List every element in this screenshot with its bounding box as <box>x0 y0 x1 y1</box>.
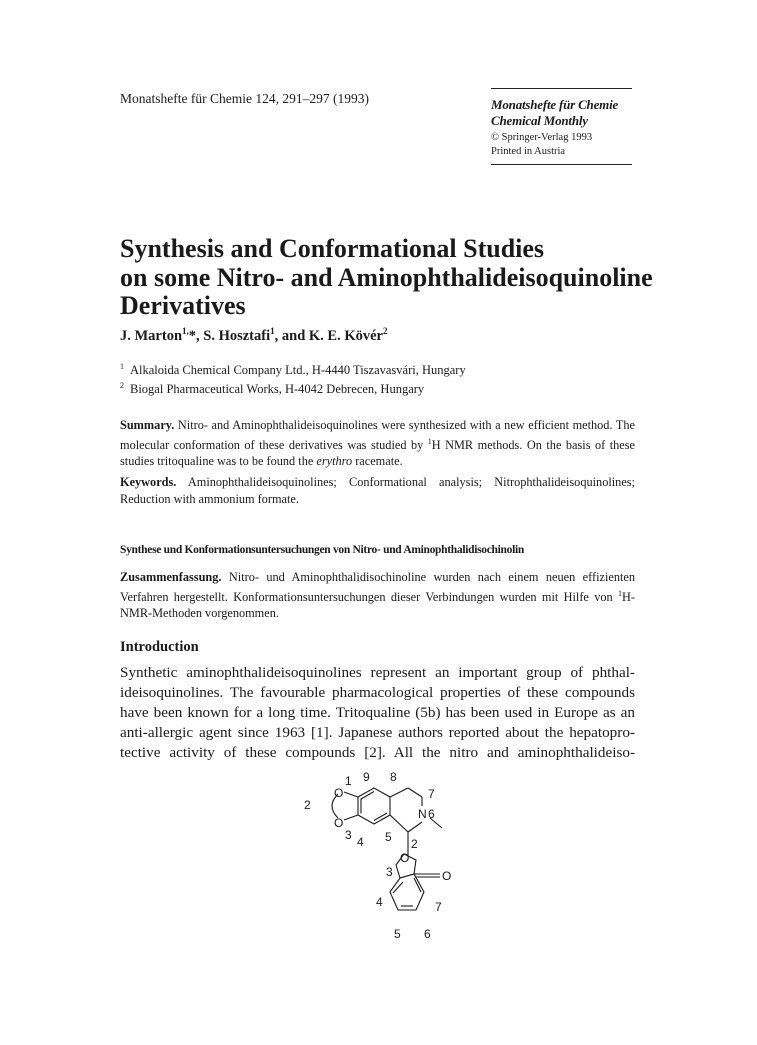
summary-text: racemate. <box>352 454 403 469</box>
keywords-paragraph <box>120 474 635 507</box>
summary-text: Nitro- and Aminophthalideisoquinolines were synthesized with a new efficient method. The molecular conformation of these derivatives was studied by <box>120 418 636 452</box>
journal-masthead <box>491 88 632 165</box>
zusammenfassung-text: Nitro- und Aminophthalidisochinoline wurden nach einem neuen effizienten Verfahren hergestellt. Konformationsuntersuchungen dieser Verbindungen wurden mit Hilfe von <box>120 570 635 604</box>
author-3: K. E. Kövér <box>308 327 383 344</box>
atom-number: 3 <box>386 865 393 879</box>
corresponding-marker: * <box>188 327 197 344</box>
intro-line: Synthetic aminophthalideisoquinolines represent an important group of phthal- <box>120 664 635 681</box>
atom-number: 7 <box>428 787 435 801</box>
affiliation-text: Alkaloida Chemical Company Ltd., H-4440 Tiszavasvári, Hungary <box>130 363 466 378</box>
oxygen-atom: O <box>334 816 344 830</box>
atom-number: 8 <box>390 770 397 784</box>
author-3-affil: 2 <box>383 326 388 336</box>
keywords-label: Keywords. <box>120 475 177 489</box>
atom-number: 9 <box>363 770 370 784</box>
author-separator: , <box>196 327 204 344</box>
article-title <box>120 235 720 321</box>
introduction-body <box>120 663 635 763</box>
copyright-line: © Springer-Verlag 1993 <box>491 132 593 143</box>
chemical-structure-diagram <box>290 770 470 950</box>
author-2-affil: 1 <box>270 326 275 336</box>
author-list <box>120 326 388 345</box>
intro-line: ideisoquinolines. The favourable pharmacological properties of these compounds <box>120 684 635 701</box>
atom-number: 4 <box>376 895 383 909</box>
affiliations <box>120 359 466 397</box>
atom-number: 6 <box>428 807 435 821</box>
intro-line: tective activity of these compounds [2]. All the nitro and aminophthalideiso- <box>120 744 635 761</box>
atom-number: 1 <box>345 774 352 788</box>
atom-number: 2 <box>411 837 418 851</box>
title-line-2: on some Nitro- and Aminophthalideisoquinoline <box>120 262 653 292</box>
summary-text: H NMR methods. On the basis of these studies tritoqualine was to be found the <box>120 437 635 469</box>
title-line-3: Derivatives <box>120 291 246 320</box>
author-separator: , and <box>274 327 309 344</box>
affiliation-2 <box>120 378 466 397</box>
atom-number: 5 <box>394 927 401 941</box>
printed-line: Printed in Austria <box>491 146 566 157</box>
zusammenfassung-paragraph <box>120 569 635 622</box>
author-1-affil: 1, <box>182 326 189 336</box>
journal-citation: Monatshefte für Chemie 124, 291–297 (1993) <box>120 91 369 106</box>
journal-name-english: Chemical Monthly <box>491 113 588 128</box>
keywords-text: Aminophthalideisoquinolines; Conformational analysis; Nitrophthalideisoquinolines; Reduction with ammonium formate. <box>120 475 635 506</box>
affiliation-number: 2 <box>120 381 124 391</box>
oxygen-atom: O <box>442 869 452 883</box>
journal-name-german: Monatshefte für Chemie <box>491 97 619 112</box>
atom-number: 4 <box>357 835 364 849</box>
intro-line: anti-allergic agent since 1963 [1]. Japanese authors reported about the hepatopro- <box>120 724 635 741</box>
summary-italic: erythro <box>316 454 353 469</box>
affiliation-number: 1 <box>120 362 124 371</box>
zusammenfassung-label: Zusammenfassung. <box>120 570 222 584</box>
title-line-1: Synthesis and Conformational Studies <box>120 234 545 263</box>
summary-label: Summary. <box>120 418 175 432</box>
atom-number: 3 <box>345 828 352 842</box>
oxygen-atom: O <box>334 786 344 800</box>
atom-number: 6 <box>424 927 431 941</box>
zusammenfassung-superscript: 1 <box>618 588 623 598</box>
german-title: Synthese und Konformationsuntersuchungen von Nitro- und Aminophthalidisochinolin <box>120 544 524 556</box>
author-1: J. Marton <box>120 327 183 344</box>
oxygen-atom: O <box>400 851 410 865</box>
structure-labels <box>304 770 451 941</box>
affiliation-1 <box>120 359 466 378</box>
intro-line: have been known for a long time. Tritoqualine (5b) has been used in Europe as an <box>120 704 635 721</box>
nitrogen-atom: N <box>418 807 427 821</box>
affiliation-text: Biogal Pharmaceutical Works, H-4042 Debrecen, Hungary <box>130 382 425 397</box>
zusammenfassung-text: H-NMR-Methoden vorgenommen. <box>120 589 635 621</box>
author-2: S. Hosztafi <box>203 327 271 344</box>
atom-number: 5 <box>385 830 392 844</box>
introduction-heading: Introduction <box>120 639 199 655</box>
masthead-top-rule <box>491 88 632 89</box>
summary-paragraph <box>120 417 635 470</box>
atom-number: 7 <box>435 900 442 914</box>
atom-number: 2 <box>304 798 311 812</box>
masthead-bottom-rule <box>491 164 632 165</box>
summary-superscript: 1 <box>427 436 432 446</box>
